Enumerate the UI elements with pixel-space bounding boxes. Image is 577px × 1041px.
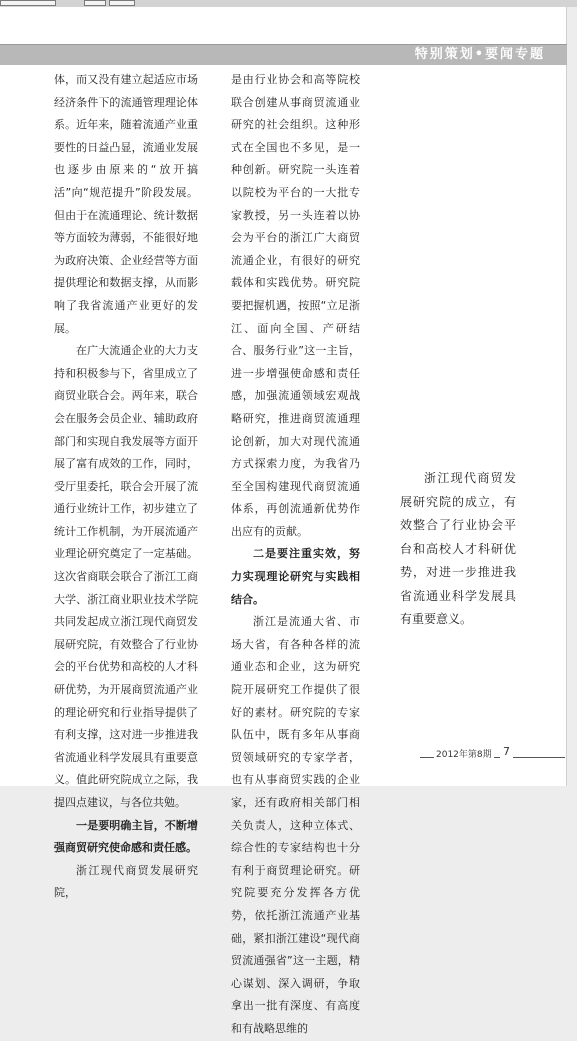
pull-quote-text: 浙江现代商贸发展研究院的成立，有效整合了行业协会平台和高校人才科研优势，对进一步推进我省流通业科学发展具有重要意义。	[400, 471, 516, 626]
section-heading: 二是要注重实效，努力实现理论研究与实践相结合。	[231, 547, 360, 606]
paragraph: 体，而又没有建立起适应市场经济条件下的流通管理理论体系。近年来，随着流通产业重要性的日益凸显，流通业发展也逐步由原来的“放开搞活”向“规范提升”阶段发展。但由于在流通理论、统计数据等方面较为薄弱，不能很好地为政府决策、企业经营等方面提供理论和数据支撑，从而影响了我省流通产业更好的发展。	[54, 73, 198, 335]
article-column-1	[54, 69, 198, 905]
section-header-bar	[0, 44, 567, 65]
viewer-toolbar-field[interactable]	[0, 0, 56, 6]
pull-quote	[400, 467, 516, 632]
page-number: 7	[500, 745, 513, 758]
paragraph: 在广大流通企业的大力支持和积极参与下，省里成立了商贸业联合会。两年来，联合会在服务会员企业、辅助政府部门和实现自我发展等方面开展了富有成效的工作，同时，受厅里委托，联合会开展了流通行业统计工作，初步建立了统计工作机制，为开展流通产业理论研究奠定了一定基础。这次省商联会联合了浙江工商大学、浙江商业职业技术学院共同发起成立浙江现代商贸发展研究院，有效整合了行业协会的平台优势和高校的人才科研优势，为开展商贸流通产业的理论研究和行业指导提供了有利支撑，这对进一步推进我省流通业科学发展具有重要意义。值此研究院成立之际，我提四点建议，与各位共勉。	[54, 344, 198, 809]
issue-label: 2012年第8期	[434, 747, 494, 760]
document-page	[0, 7, 567, 1035]
paragraph: 浙江现代商贸发展研究院，	[54, 863, 198, 900]
section-heading: 一是要明确主旨，不断增强商贸研究使命感和责任感。	[54, 818, 198, 855]
section-title: 特别策划•要闻专题	[414, 47, 545, 62]
viewer-toolbar	[0, 0, 577, 7]
viewer-toolbar-field[interactable]	[84, 0, 106, 6]
paragraph: 浙江是流通大省、市场大省，有各种各样的流通业态和企业，这为研究院开展研究工作提供了很好的素材。研究院的专家队伍中，既有多年从事商贸领域研究的专家学者，也有从事商贸实践的企业家，还有政府相关部门相关负责人，这种立体式、综合性的专家结构也十分有利于商贸理论研究。研究院要充分发挥各方优势，依托浙江流通产业基础，紧扣浙江建设“现代商贸流通强省”这一主题，精心谋划、深入调研，争取拿出一批有深度、有高度和有战略思维的	[231, 615, 360, 1035]
viewer-toolbar-field[interactable]	[109, 0, 135, 6]
paragraph: 是由行业协会和高等院校联合创建从事商贸流通业研究的社会组织。这种形式在全国也不多见，是一种创新。研究院一头连着以院校为平台的一大批专家教授，另一头连着以协会为平台的浙江广大商贸流通企业，有很好的研究载体和实践优势。研究院要把握机遇，按照“立足浙江、面向全国、产研结合、服务行业”这一主旨，进一步增强使命感和责任感，加强流通领域宏观战略研究，推进商贸流通理论创新，加大对现代流通方式探索力度，为我省乃至全国构建现代商贸流通体系，再创流通新优势作出应有的贡献。	[231, 73, 360, 538]
article-column-2	[231, 69, 360, 1041]
